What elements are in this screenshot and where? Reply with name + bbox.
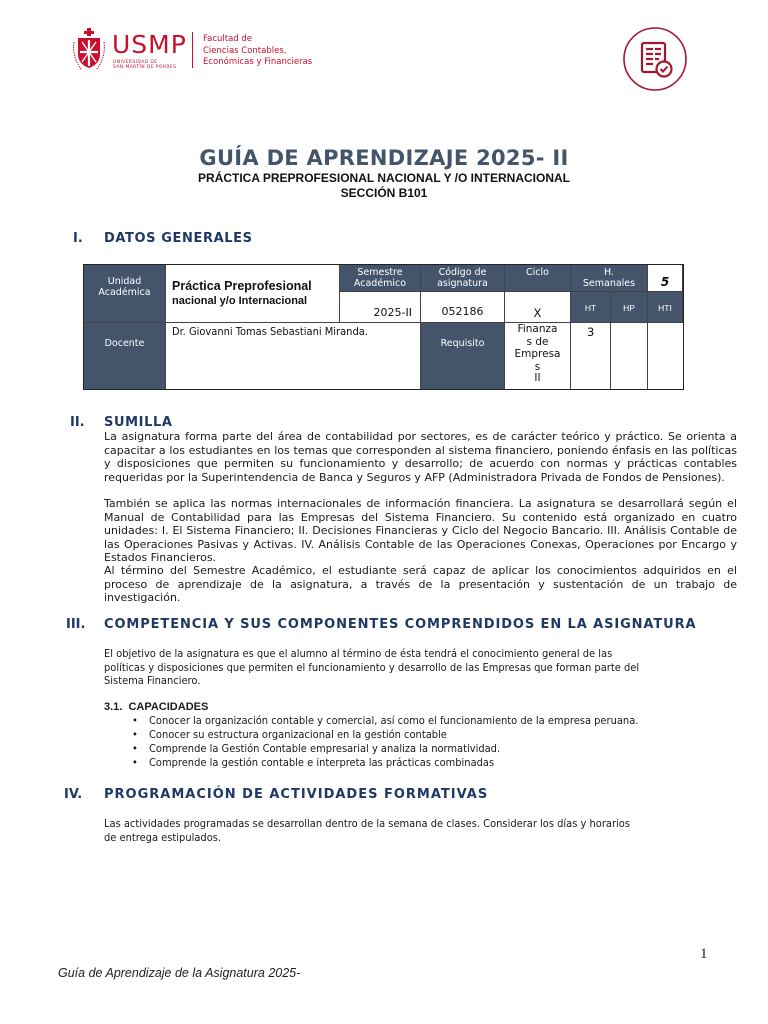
programacion-line-1: Las actividades programadas se desarrollan dentro de la semana de clases. Considerar los días y horarios bbox=[104, 817, 631, 830]
requisito-line-1: Finanza bbox=[517, 323, 558, 335]
capacidad-text: Conocer su estructura organizacional en la gestión contable bbox=[149, 728, 447, 741]
section-3-title: COMPETENCIA Y SUS COMPONENTES COMPRENDIDOS EN LA ASIGNATURA bbox=[104, 617, 697, 632]
capacidad-item bbox=[132, 714, 692, 728]
footer-text: Guía de Aprendizaje de la Asignatura 2025- bbox=[58, 966, 301, 980]
capacidad-item bbox=[132, 728, 692, 742]
requisito-line-4: s bbox=[534, 360, 541, 373]
section-1-title: DATOS GENERALES bbox=[104, 231, 253, 246]
section-1-number: I. bbox=[73, 231, 83, 246]
capacidad-item bbox=[132, 742, 692, 756]
requisito-label: Requisito bbox=[421, 323, 505, 389]
faculty-line-3: Económicas y Financieras bbox=[203, 57, 313, 67]
capacidad-item bbox=[132, 756, 692, 770]
page-title: GUÍA DE APRENDIZAJE 2025- II bbox=[199, 146, 569, 170]
docente-value: Dr. Giovanni Tomas Sebastiani Miranda. bbox=[166, 323, 421, 389]
hti-label: HTI bbox=[648, 292, 683, 323]
bullet-icon: • bbox=[132, 742, 138, 755]
requisito-line-2: s de bbox=[526, 335, 549, 348]
capacidades-heading: 3.1. CAPACIDADES bbox=[104, 701, 209, 713]
competencia-line-3: Sistema Financiero. bbox=[104, 674, 201, 688]
capacidades-list bbox=[132, 714, 692, 770]
programacion-line-2: de entrega estipulados. bbox=[104, 830, 222, 844]
page-number: 1 bbox=[700, 946, 708, 962]
sumilla-paragraph-3: Al término del Semestre Académico, el estudiante será capaz de aplicar los conocimientos adquiridos en el proceso de aprendizaje de la asignatura, a través de la presentación y sustentación de un trabajo de investigación. bbox=[104, 564, 737, 605]
section-2-number: II. bbox=[70, 415, 85, 430]
datos-generales-table bbox=[83, 264, 684, 390]
unidad-value-line-1: Práctica Preprofesional bbox=[172, 279, 312, 293]
ht-value: 3 bbox=[571, 323, 611, 389]
horas-total-value: 5 bbox=[648, 265, 683, 292]
bullet-icon: • bbox=[132, 756, 138, 769]
bullet-icon: • bbox=[132, 728, 138, 741]
logo-divider bbox=[192, 32, 193, 68]
course-subtitle: PRÁCTICA PREPROFESIONAL NACIONAL Y /O INTERNACIONAL bbox=[197, 171, 571, 185]
codigo-value: 052186 bbox=[421, 292, 505, 323]
hp-label: HP bbox=[611, 292, 648, 323]
brand-name: USMP bbox=[112, 30, 187, 59]
university-line-2: SAN MARTÍN DE PORRES bbox=[113, 65, 177, 70]
competencia-line-1: El objetivo de la asignatura es que el alumno al término de ésta tendrá el conocimiento general de las bbox=[104, 647, 613, 660]
capacidad-text: Conocer la organización contable y comercial, así como el funcionamiento de la empresa peruana. bbox=[149, 714, 639, 727]
competencia-paragraph bbox=[104, 647, 704, 688]
usmp-shield-logo bbox=[72, 28, 106, 72]
section-4-title: PROGRAMACIÓN DE ACTIVIDADES FORMATIVAS bbox=[104, 787, 489, 802]
document-check-icon bbox=[622, 26, 688, 92]
faculty-line-2: Ciencias Contables, bbox=[203, 45, 287, 56]
competencia-line-2: políticas y disposiciones que permiten el funcionamiento y desarrollo de las Empresas que forman parte del bbox=[104, 660, 640, 674]
section-code: SECCIÓN B101 bbox=[340, 186, 428, 200]
ciclo-label: Ciclo bbox=[505, 265, 571, 292]
unidad-academica-label: Unidad Académica bbox=[84, 265, 166, 323]
programacion-paragraph bbox=[104, 817, 704, 844]
unidad-value-line-2: nacional y/o Internacional bbox=[172, 295, 308, 307]
horas-semanales-label: H. Semanales bbox=[571, 265, 648, 292]
ciclo-value: X bbox=[505, 292, 571, 323]
docente-label: Docente bbox=[84, 323, 166, 389]
section-3-number: III. bbox=[66, 617, 86, 632]
unidad-academica-value bbox=[166, 265, 340, 323]
university-line-1: UNIVERSIDAD DE bbox=[113, 60, 158, 65]
hti-value bbox=[648, 323, 683, 389]
faculty-name bbox=[203, 34, 312, 69]
capacidad-text: Comprende la Gestión Contable empresarial y analiza la normatividad. bbox=[149, 742, 501, 755]
requisito-line-5: II bbox=[534, 372, 541, 384]
bullet-icon: • bbox=[132, 714, 138, 727]
faculty-line-1: Facultad de bbox=[203, 34, 253, 44]
university-name bbox=[113, 60, 176, 70]
codigo-label: Código de asignatura bbox=[421, 265, 505, 292]
sumilla-paragraph-2: También se aplica las normas internacionales de información financiera. La asignatura se desarrollará según el Manual de Contabilidad para las Empresas del Sistema Financiero. Su contenido está organizado en cuatro unidades: I. El Sistema Financiero; II. Decisiones Financieras y Ciclo del Negocio Bancario. III. Análisis Contable de las Operaciones Pasivas y Activas. IV. Análisis Contable de las Operaciones Conexas, Operaciones por Encargo y Estados Financieros. bbox=[104, 497, 737, 565]
section-4-number: IV. bbox=[64, 787, 83, 802]
capacidad-text: Comprende la gestión contable e interpreta las prácticas combinadas bbox=[149, 756, 495, 769]
requisito-value bbox=[505, 323, 571, 389]
hp-value bbox=[611, 323, 648, 389]
semestre-value: 2025-II bbox=[340, 292, 421, 323]
section-2-title: SUMILLA bbox=[104, 415, 173, 430]
sumilla-paragraph-1: La asignatura forma parte del área de contabilidad por sectores, es de carácter teórico y práctico. Se orienta a capacitar a los estudiantes en los temas que corresponden al sistema financiero, poniendo énfasis en las políticas y disposiciones que permiten su funcionamiento y desarrollo; de acuerdo con normas y prácticas contables requeridas por la Superintendencia de Banca y Seguros y AFP (Administradora Privada de Fondos de Pensiones). bbox=[104, 430, 737, 484]
semestre-label: Semestre Académico bbox=[340, 265, 421, 292]
ht-label: HT bbox=[571, 292, 611, 323]
requisito-line-3: Empresa bbox=[514, 348, 561, 360]
